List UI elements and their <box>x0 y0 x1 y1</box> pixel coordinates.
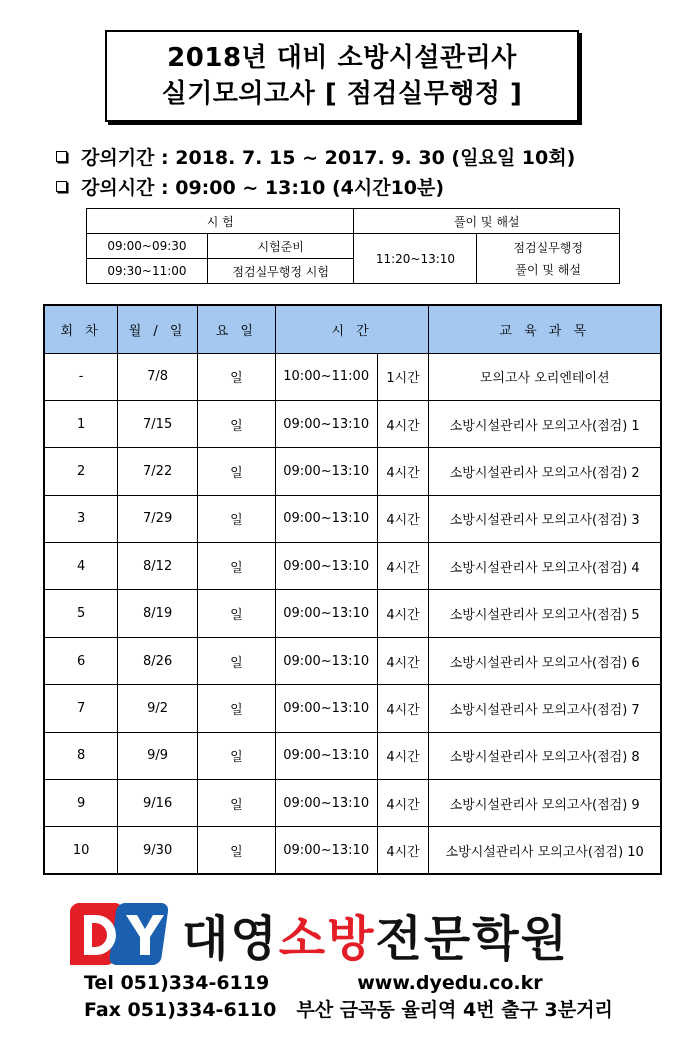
subject-cell: 소방시설관리사 모의고사(점검) 10 <box>429 827 661 874</box>
time-cell: 09:00~13:10 <box>275 637 377 684</box>
day-cell: 일 <box>198 685 276 732</box>
day-cell: 일 <box>198 732 276 779</box>
header-subject: 교 육 과 목 <box>429 305 661 353</box>
date-cell: 9/30 <box>118 827 198 874</box>
session-cell: 7 <box>44 685 118 732</box>
day-cell: 일 <box>198 543 276 590</box>
subject-cell: 소방시설관리사 모의고사(점검) 7 <box>429 685 661 732</box>
duration-cell: 4시간 <box>377 495 429 542</box>
session-cell: 3 <box>44 495 118 542</box>
duration-cell: 4시간 <box>377 400 429 447</box>
schedule-row <box>44 353 661 400</box>
session-cell: 10 <box>44 827 118 874</box>
session-cell: 6 <box>44 637 118 684</box>
contact-row-1 <box>84 970 613 997</box>
subject-cell: 소방시설관리사 모의고사(점검) 8 <box>429 732 661 779</box>
subject-cell: 소방시설관리사 모의고사(점검) 6 <box>429 637 661 684</box>
header-time: 시 간 <box>275 305 429 353</box>
time-cell: 09:00~13:10 <box>275 780 377 827</box>
schedule-row <box>44 495 661 542</box>
day-cell: 일 <box>198 780 276 827</box>
academy-name <box>182 900 569 969</box>
session-cell: 1 <box>44 400 118 447</box>
time-cell: 09:00~13:10 <box>275 448 377 495</box>
academy-name-part3: 전문 <box>375 910 473 967</box>
fax-number: Fax 051)334-6110 <box>84 999 277 1021</box>
subject-cell: 소방시설관리사 모의고사(점검) 3 <box>429 495 661 542</box>
subject-cell: 모의고사 오리엔테이션 <box>429 353 661 400</box>
subject-cell: 소방시설관리사 모의고사(점검) 9 <box>429 780 661 827</box>
date-cell: 7/8 <box>118 353 198 400</box>
day-cell: 일 <box>198 400 276 447</box>
day-cell: 일 <box>198 353 276 400</box>
schedule-row <box>44 827 661 874</box>
date-cell: 9/9 <box>118 732 198 779</box>
contact-info <box>84 970 613 1024</box>
duration-cell: 4시간 <box>377 780 429 827</box>
session-cell: 2 <box>44 448 118 495</box>
duration-cell: 1시간 <box>377 353 429 400</box>
schedule-row <box>44 590 661 637</box>
session-cell: 9 <box>44 780 118 827</box>
date-cell: 7/29 <box>118 495 198 542</box>
course-time-text: 강의시간 : 09:00 ~ 13:10 (4시간10분) <box>81 176 445 199</box>
course-period-text: 강의기간 : 2018. 7. 15 ~ 2017. 9. 30 (일요일 10회) <box>81 146 576 169</box>
schedule-row <box>44 732 661 779</box>
solution-label <box>477 234 620 284</box>
session-cell: 4 <box>44 543 118 590</box>
session-cell: - <box>44 353 118 400</box>
tel-number: Tel 051)334-6119 <box>84 972 270 994</box>
time-cell: 09:00~13:10 <box>275 732 377 779</box>
website[interactable]: www.dyedu.co.kr <box>357 972 543 994</box>
academy-name-part2: 소방 <box>278 910 376 967</box>
time-cell: 09:00~13:10 <box>275 685 377 732</box>
contact-row-2 <box>84 997 613 1024</box>
exam-test-time: 09:30~11:00 <box>87 259 208 284</box>
time-cell: 09:00~13:10 <box>275 543 377 590</box>
duration-cell: 4시간 <box>377 637 429 684</box>
title-box <box>105 30 579 122</box>
exam-table <box>86 208 620 284</box>
date-cell: 8/26 <box>118 637 198 684</box>
day-cell: 일 <box>198 827 276 874</box>
subject-cell: 소방시설관리사 모의고사(점검) 1 <box>429 400 661 447</box>
duration-cell: 4시간 <box>377 590 429 637</box>
duration-cell: 4시간 <box>377 448 429 495</box>
date-cell: 8/12 <box>118 543 198 590</box>
address: 부산 금곡동 율리역 4번 출구 3분거리 <box>296 999 613 1021</box>
schedule-row <box>44 780 661 827</box>
time-cell: 09:00~13:10 <box>275 590 377 637</box>
academy-name-part1: 대영 <box>182 910 279 967</box>
schedule-row <box>44 400 661 447</box>
header-day: 요 일 <box>198 305 276 353</box>
schedule-row <box>44 637 661 684</box>
duration-cell: 4시간 <box>377 732 429 779</box>
solution-time: 11:20~13:10 <box>354 234 477 284</box>
subject-cell: 소방시설관리사 모의고사(점검) 5 <box>429 590 661 637</box>
session-cell: 5 <box>44 590 118 637</box>
time-cell: 09:00~13:10 <box>275 827 377 874</box>
checkbox-bullet-icon <box>56 181 67 192</box>
date-cell: 8/19 <box>118 590 198 637</box>
title-line-1: 2018년 대비 소방시설관리사 <box>167 43 517 73</box>
day-cell: 일 <box>198 448 276 495</box>
solution-header: 풀이 및 해설 <box>354 209 620 234</box>
exam-prep-time: 09:00~09:30 <box>87 234 208 259</box>
schedule-row <box>44 685 661 732</box>
duration-cell: 4시간 <box>377 685 429 732</box>
subject-cell: 소방시설관리사 모의고사(점검) 4 <box>429 543 661 590</box>
day-cell: 일 <box>198 495 276 542</box>
day-cell: 일 <box>198 590 276 637</box>
checkbox-bullet-icon <box>56 151 67 162</box>
day-cell: 일 <box>198 637 276 684</box>
course-time <box>56 171 575 201</box>
dy-logo-mark <box>70 897 176 971</box>
schedule-header-row <box>44 305 661 353</box>
exam-test-label: 점검실무행정 시험 <box>207 259 354 284</box>
time-cell: 09:00~13:10 <box>275 495 377 542</box>
session-cell: 8 <box>44 732 118 779</box>
duration-cell: 4시간 <box>377 543 429 590</box>
header-session: 회 차 <box>44 305 118 353</box>
schedule-table <box>43 304 662 875</box>
course-period <box>56 141 575 171</box>
dy-logo-icon <box>70 897 176 971</box>
solution-label-line2: 풀이 및 해설 <box>515 262 581 277</box>
subject-cell: 소방시설관리사 모의고사(점검) 2 <box>429 448 661 495</box>
exam-prep-label: 시험준비 <box>207 234 354 259</box>
date-cell: 9/2 <box>118 685 198 732</box>
academy-name-part4: 학원 <box>472 910 569 967</box>
schedule-row <box>44 543 661 590</box>
schedule-row <box>44 448 661 495</box>
duration-cell: 4시간 <box>377 827 429 874</box>
date-cell: 9/16 <box>118 780 198 827</box>
header-date: 월 / 일 <box>118 305 198 353</box>
exam-header: 시 험 <box>87 209 354 234</box>
academy-logo <box>70 897 569 971</box>
time-cell: 09:00~13:10 <box>275 400 377 447</box>
time-cell: 10:00~11:00 <box>275 353 377 400</box>
title-line-2: 실기모의고사 [ 점검실무행정 ] <box>161 79 523 109</box>
course-info <box>56 141 575 201</box>
date-cell: 7/15 <box>118 400 198 447</box>
solution-label-line1: 점검실무행정 <box>513 240 583 255</box>
date-cell: 7/22 <box>118 448 198 495</box>
